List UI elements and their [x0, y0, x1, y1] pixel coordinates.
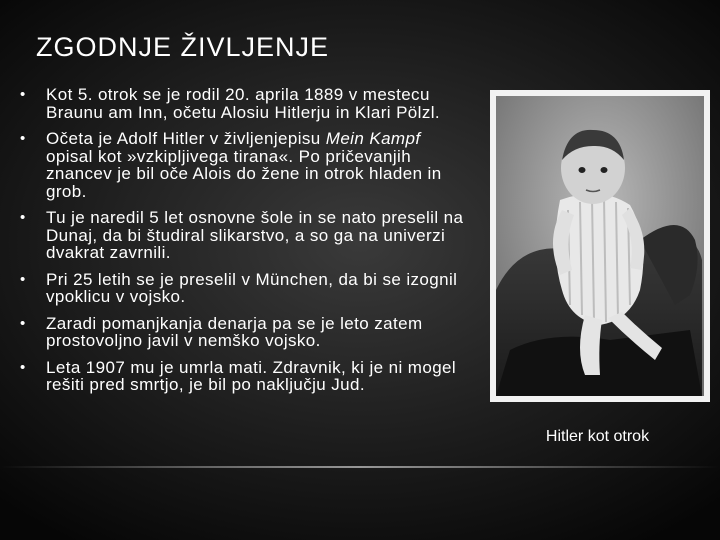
bullet-marker: •	[20, 270, 26, 288]
bullet-text-after: opisal kot »vzkipljivega tirana«. Po pričevanjih znancev je bil oče Alois do žene in otrok hladen in grob.	[46, 146, 442, 201]
bullet-marker: •	[20, 314, 26, 332]
photo-image	[490, 90, 710, 402]
bullet-item	[20, 359, 470, 394]
book-title: Mein Kampf	[325, 129, 421, 148]
bullet-item	[20, 209, 470, 262]
bullet-text: Leta 1907 mu je umrla mati. Zdravnik, ki je ni mogel rešiti pred smrtjo, je bil po naključju Jud.	[46, 357, 457, 394]
bullet-marker: •	[20, 86, 26, 103]
bullet-marker: •	[20, 130, 26, 147]
bullet-text: Tu je naredil 5 let osnovne šole in se nato preselil na Dunaj, da bi študiral slikarstvo, a so ga na univerzi dvakrat zavrnili.	[46, 208, 464, 262]
bullet-item	[20, 86, 470, 121]
photo-caption: Hitler kot otrok	[545, 428, 650, 445]
bullet-marker: •	[20, 358, 26, 376]
bullet-item	[20, 315, 470, 350]
bullet-list	[20, 86, 470, 403]
bullet-item	[20, 130, 470, 200]
bullet-text: Kot 5. otrok se je rodil 20. aprila 1889 v mestecu Braunu am Inn, očetu Alosiu Hitlerju in Klari Pölzl.	[46, 85, 441, 122]
slide-title: ZGODNJE ŽIVLJENJE	[36, 32, 330, 62]
decorative-divider	[0, 466, 720, 468]
bullet-text: Zaradi pomanjkanja denarja pa se je leto zatem prostovoljno javil v nemško vojsko.	[46, 313, 423, 350]
bullet-text: Pri 25 letih se je preselil v München, da bi se izognil vpoklicu v vojsko.	[46, 269, 458, 306]
bullet-marker: •	[20, 209, 26, 226]
child-portrait-photo	[490, 90, 710, 402]
bullet-item	[20, 271, 470, 306]
bullet-text-before: Očeta je Adolf Hitler v življenjepisu	[46, 129, 326, 148]
